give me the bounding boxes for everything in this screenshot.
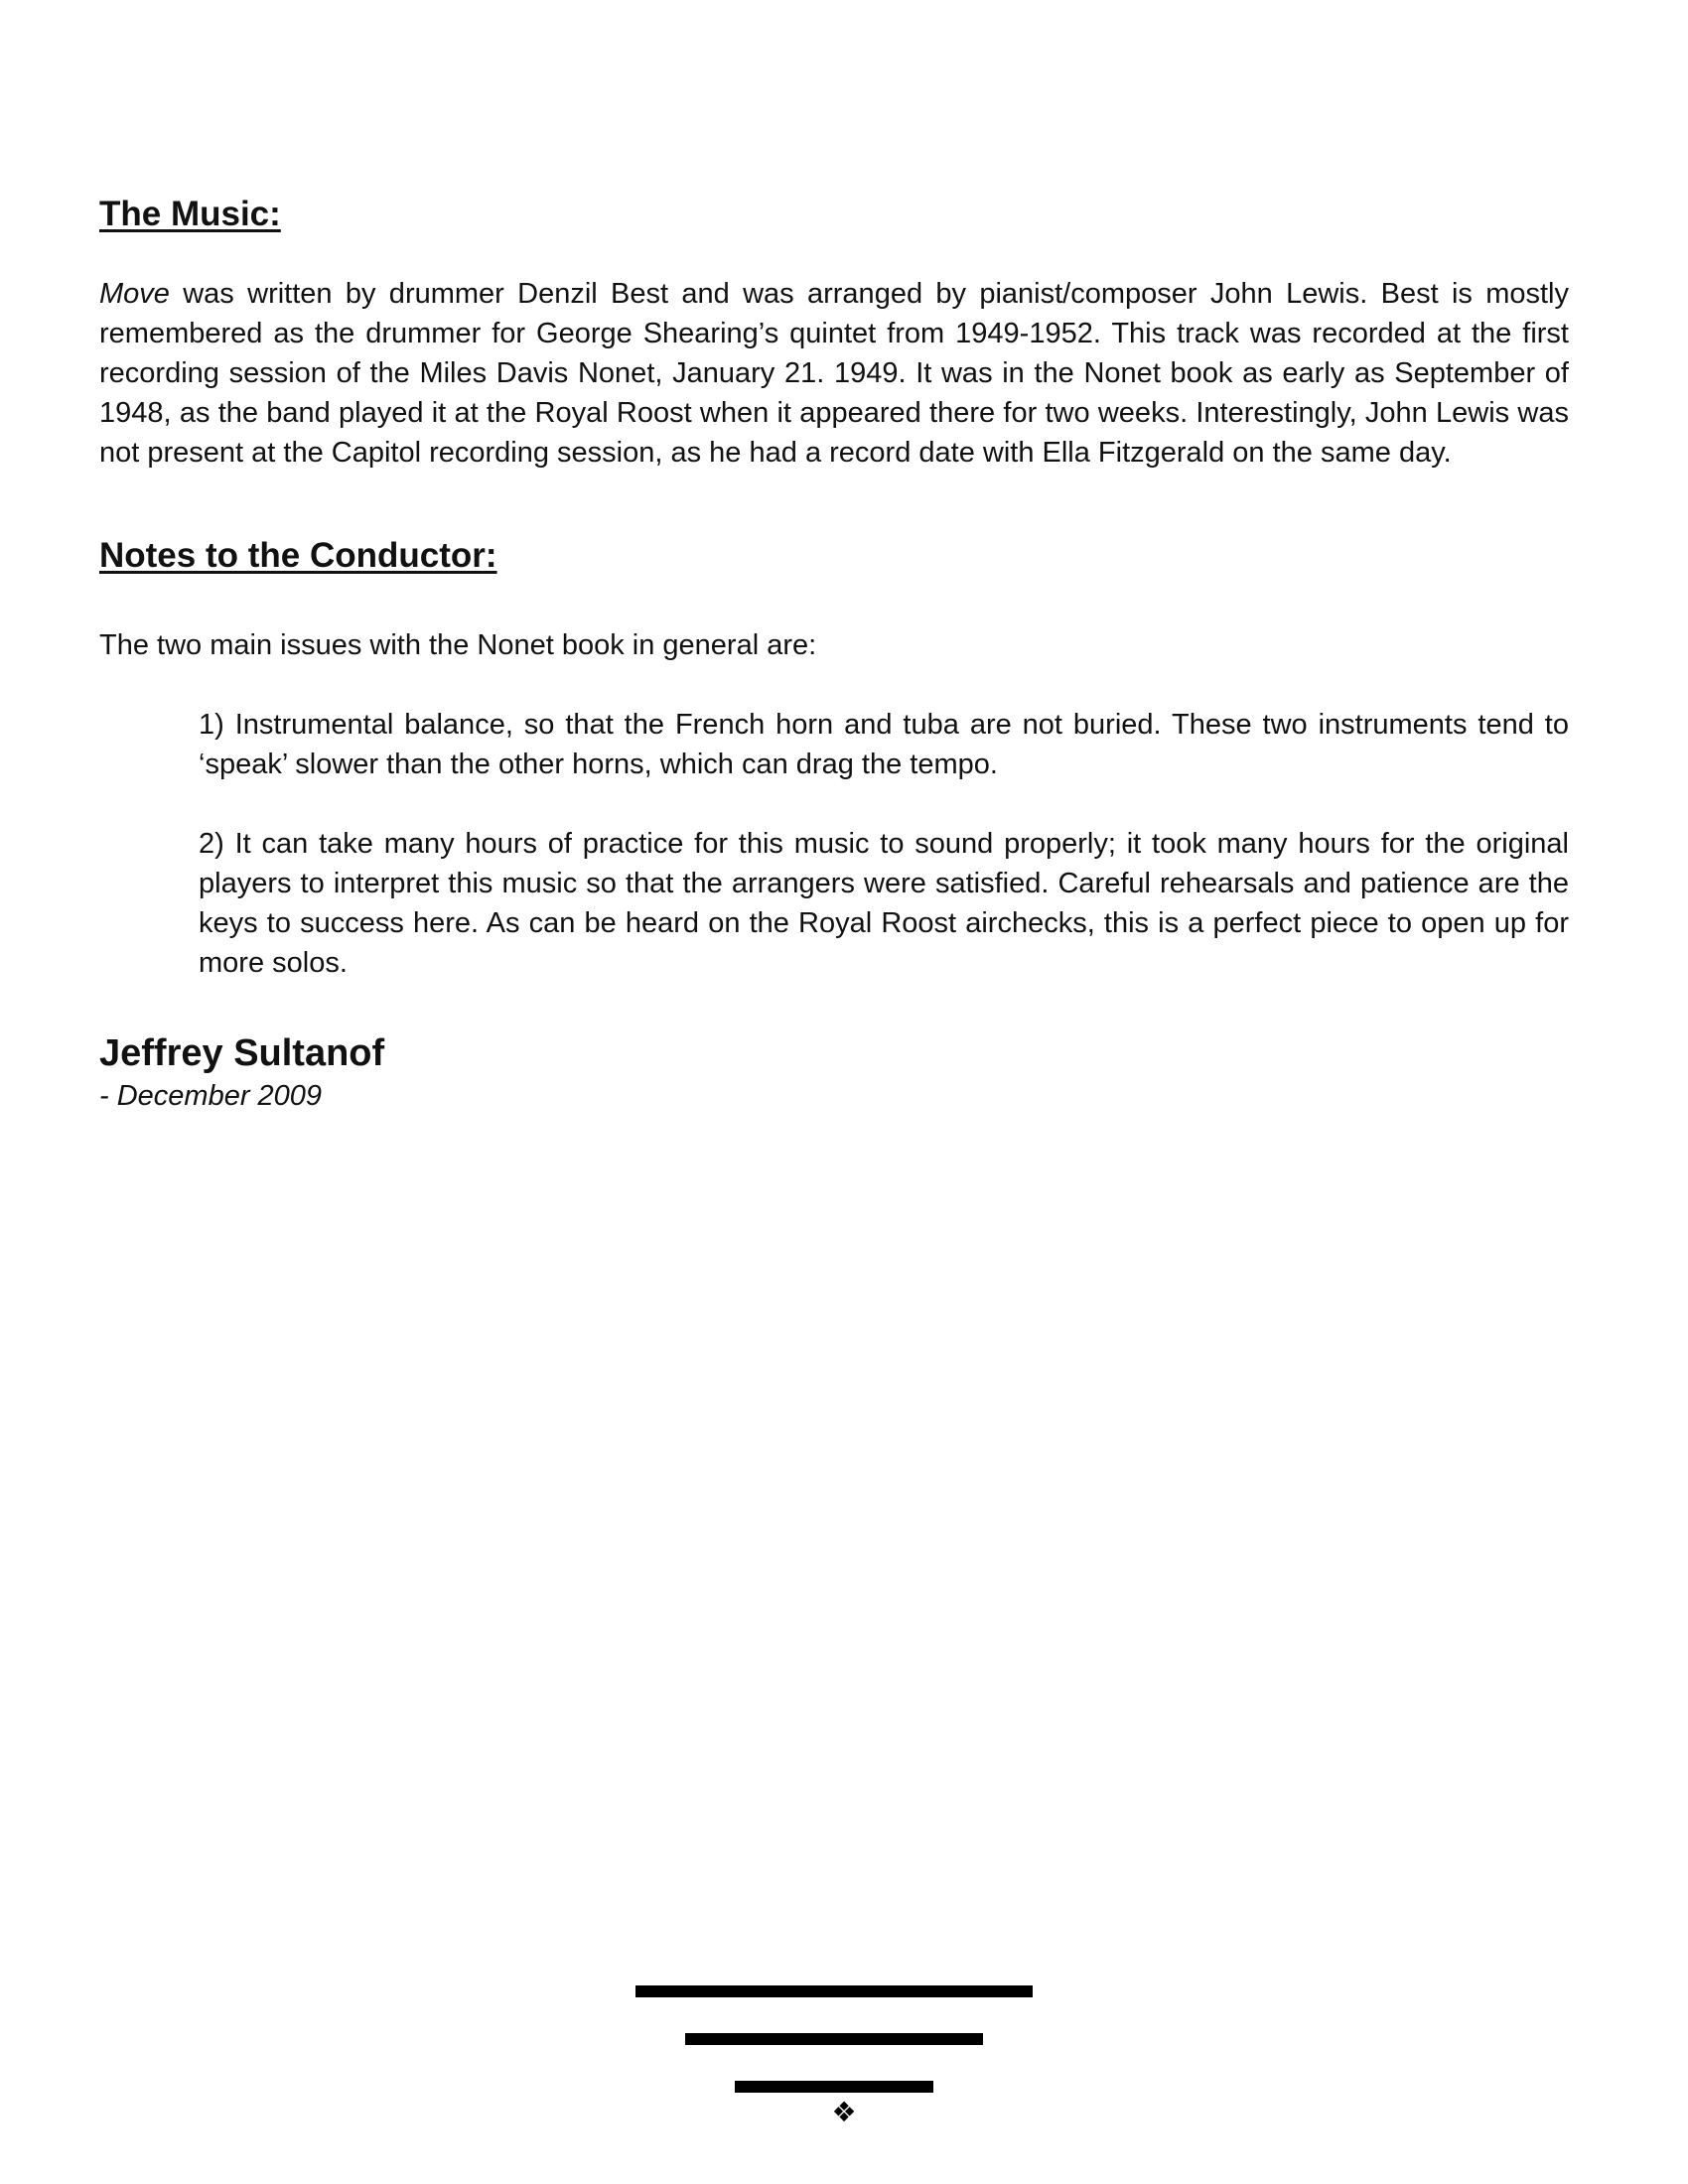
signature-date: - December 2009 [99,1080,323,1112]
song-title: Move [99,278,170,310]
ornament-bar-bottom [735,2081,933,2093]
conductor-note-2: 2) It can take many hours of practice for this music to sound properly; it took many hours for the original players to interpret this music so that the arrangers were satisfied. Careful rehearsals and patience are the keys to success here. As can be heard on the Royal Roost airchecks, this is a perfect piece to open up for more solos. [199,828,1569,979]
music-paragraph-text: was written by drummer Denzil Best and was arranged by pianist/composer John Lewis. Best is mostly remembered as the drummer for George Shearing’s quintet from 1949-1952. This track was recorded at the first recording session of the Miles Davis Nonet, January 21. 1949. It was in the Nonet book as early as September of 1948, as the band played it at the Royal Roost when it appeared there for two weeks. Interestingly, John Lewis was not present at the Capitol recording session, as he had a record date with Ella Fitzgerald on the same day. [99,278,1569,469]
music-paragraph [99,274,1569,473]
ornament-bar-middle [685,2033,983,2045]
conductor-heading: Notes to the Conductor: [99,536,497,575]
fleuron-icon: ❖ [831,2096,857,2128]
conductor-intro: The two main issues with the Nonet book in general are: [99,629,817,661]
conductor-note-1: 1) Instrumental balance, so that the French horn and tuba are not buried. These two instruments tend to ‘speak’ slower than the other horns, which can drag the tempo. [199,709,1569,780]
ornament-bar-top [635,1985,1033,1997]
music-heading: The Music: [99,195,281,233]
author-name: Jeffrey Sultanof [99,1032,385,1074]
